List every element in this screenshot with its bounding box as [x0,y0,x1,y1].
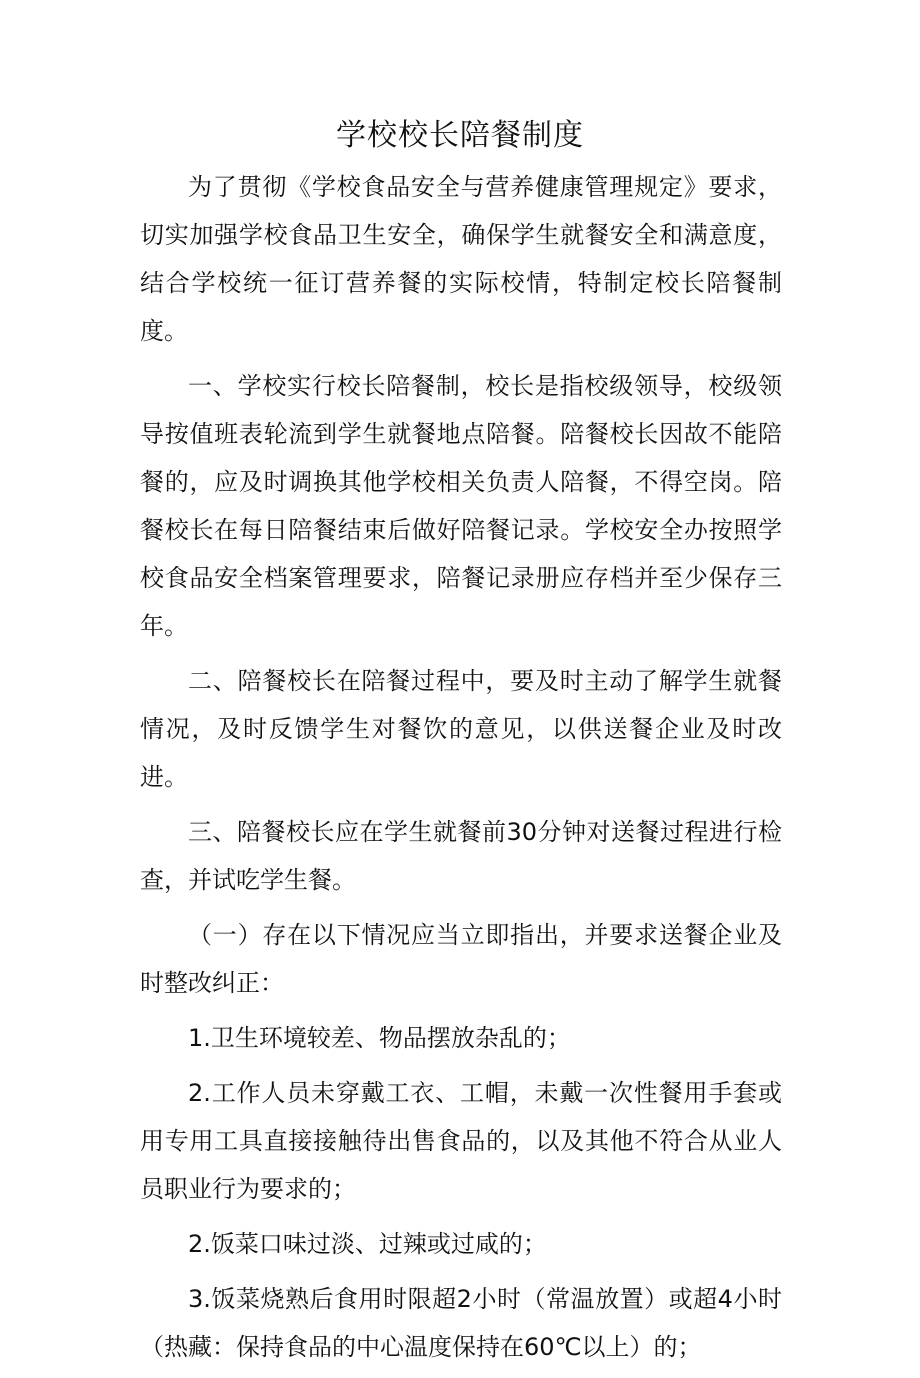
list-item-1: 1.卫生环境较差、物品摆放杂乱的； [188,1024,571,1052]
list-item-3: 3.饭菜烧熟后食用时限超2小时（常温放置）或超4小时（热藏：保持食品的中心温度保持在60℃以上）的； [140,1285,782,1361]
list-item-2b: 2.饭菜口味过淡、过辣或过咸的； [188,1230,547,1258]
document-title: 学校校长陪餐制度 [336,118,584,153]
document-body [140,163,782,1378]
paragraph-section-1: 一、学校实行校长陪餐制，校长是指校级领导，校级领导按值班表轮流到学生就餐地点陪餐。陪餐校长因故不能陪餐的，应及时调换其他学校相关负责人陪餐，不得空岗。陪餐校长在每日陪餐结束后做好陪餐记录。学校安全办按照学校食品安全档案管理要求，陪餐记录册应存档并至少保存三年。 [140,372,782,640]
paragraph-intro: 为了贯彻《学校食品安全与营养健康管理规定》要求，切实加强学校食品卫生安全，确保学生就餐安全和满意度，结合学校统一征订营养餐的实际校情，特制定校长陪餐制度。 [140,173,782,345]
paragraph-section-3: 三、陪餐校长应在学生就餐前30分钟对送餐过程进行检查，并试吃学生餐。 [140,818,782,894]
paragraph-subsection-1: （一）存在以下情况应当立即指出，并要求送餐企业及时整改纠正： [140,921,782,997]
paragraph-section-2: 二、陪餐校长在陪餐过程中，要及时主动了解学生就餐情况，及时反馈学生对餐饮的意见，以供送餐企业及时改进。 [140,667,782,791]
list-item-2: 2.工作人员未穿戴工衣、工帽，未戴一次性餐用手套或用专用工具直接接触待出售食品的，以及其他不符合从业人员职业行为要求的； [140,1079,782,1203]
